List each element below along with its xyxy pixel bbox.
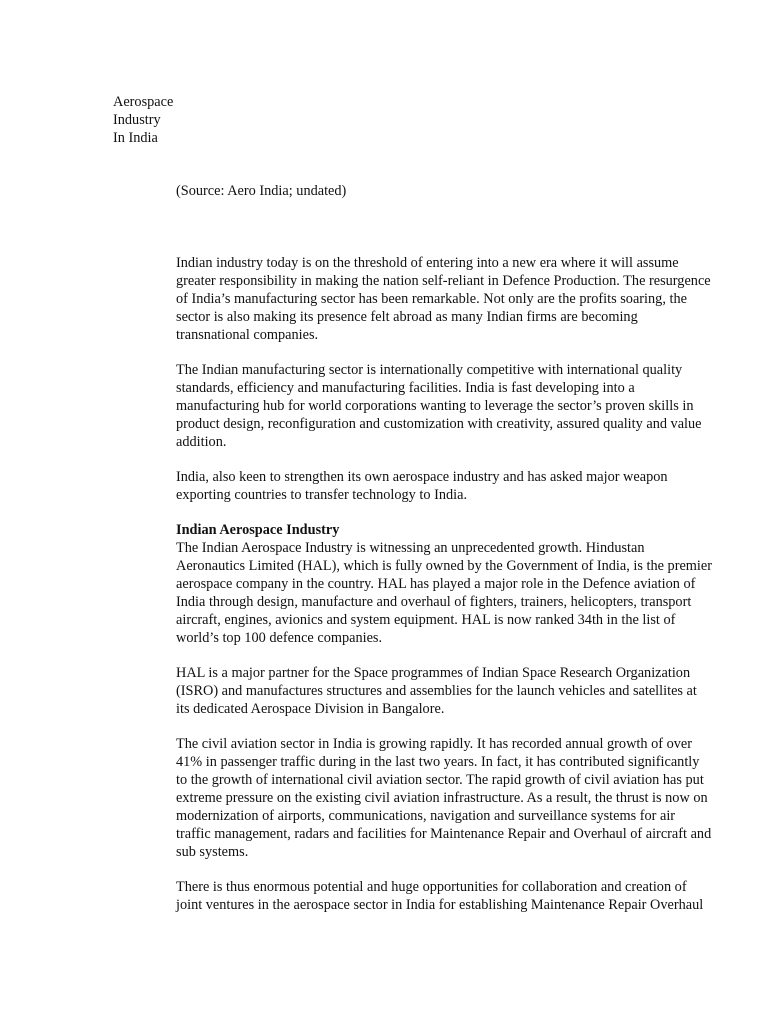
paragraph-line: modernization of airports, communications, navigation and surveillance systems for air — [176, 808, 676, 824]
paragraph — [176, 878, 748, 914]
paragraph — [176, 468, 748, 504]
paragraph-line: world’s top 100 defence companies. — [176, 630, 383, 646]
paragraph-line: (ISRO) and manufactures structures and assemblies for the launch vehicles and satellites at — [176, 683, 697, 699]
paragraph-line: extreme pressure on the existing civil aviation infrastructure. As a result, the thrust is now on — [176, 790, 708, 806]
paragraph — [176, 254, 748, 344]
paragraph-line: to the growth of international civil aviation sector. The rapid growth of civil aviation has put — [176, 772, 704, 788]
paragraph-line: Aeronautics Limited (HAL), which is fully owned by the Government of India, is the premier — [176, 558, 712, 574]
paragraph-line: of India’s manufacturing sector has been remarkable. Not only are the profits soaring, the — [176, 291, 687, 307]
document-title — [113, 93, 173, 147]
title-line: In India — [113, 130, 158, 146]
paragraph — [176, 361, 748, 451]
paragraph-line: Indian industry today is on the threshold of entering into a new era where it will assume — [176, 255, 679, 271]
paragraph-line: India, also keen to strengthen its own aerospace industry and has asked major weapon — [176, 469, 668, 485]
document-body — [176, 254, 748, 931]
title-line: Industry — [113, 112, 161, 128]
paragraph-line: There is thus enormous potential and huge opportunities for collaboration and creation of — [176, 879, 687, 895]
paragraph-line: addition. — [176, 434, 227, 450]
paragraph-line: sub systems. — [176, 844, 249, 860]
paragraph-line: standards, efficiency and manufacturing facilities. India is fast developing into a — [176, 380, 635, 396]
paragraph-line: aircraft, engines, avionics and system equipment. HAL is now ranked 34th in the list of — [176, 612, 676, 628]
title-line: Aerospace — [113, 94, 174, 110]
paragraph-line: The Indian manufacturing sector is internationally competitive with international quality — [176, 362, 683, 378]
paragraph-line: HAL is a major partner for the Space programmes of Indian Space Research Organization — [176, 665, 691, 681]
paragraph-line: exporting countries to transfer technology to India. — [176, 487, 468, 503]
paragraph-line: greater responsibility in making the nation self-reliant in Defence Production. The resurgence — [176, 273, 711, 289]
paragraph-line: joint ventures in the aerospace sector in India for establishing Maintenance Repair Overhaul — [176, 897, 704, 913]
paragraph-line: transnational companies. — [176, 327, 319, 343]
paragraph-line: traffic management, radars and facilities for Maintenance Repair and Overhaul of aircraft and — [176, 826, 712, 842]
paragraph-line: The Indian Aerospace Industry is witnessing an unprecedented growth. Hindustan — [176, 540, 645, 556]
paragraph-line: 41% in passenger traffic during in the last two years. In fact, it has contributed significantly — [176, 754, 700, 770]
section-paragraph — [176, 521, 748, 647]
paragraph-line: manufacturing hub for world corporations wanting to leverage the sector’s proven skills in — [176, 398, 694, 414]
paragraph-line: sector is also making its presence felt abroad as many Indian firms are becoming — [176, 309, 638, 325]
paragraph-line: aerospace company in the country. HAL has played a major role in the Defence aviation of — [176, 576, 696, 592]
paragraph-line: India through design, manufacture and overhaul of fighters, trainers, helicopters, transport — [176, 594, 692, 610]
paragraph-line: The civil aviation sector in India is growing rapidly. It has recorded annual growth of over — [176, 736, 692, 752]
paragraph-line: its dedicated Aerospace Division in Bangalore. — [176, 701, 445, 717]
paragraph-line: product design, reconfiguration and customization with creativity, assured quality and value — [176, 416, 702, 432]
source-note: (Source: Aero India; undated) — [176, 183, 347, 199]
paragraph — [176, 735, 748, 861]
section-heading: Indian Aerospace Industry — [176, 522, 340, 538]
paragraph — [176, 664, 748, 718]
